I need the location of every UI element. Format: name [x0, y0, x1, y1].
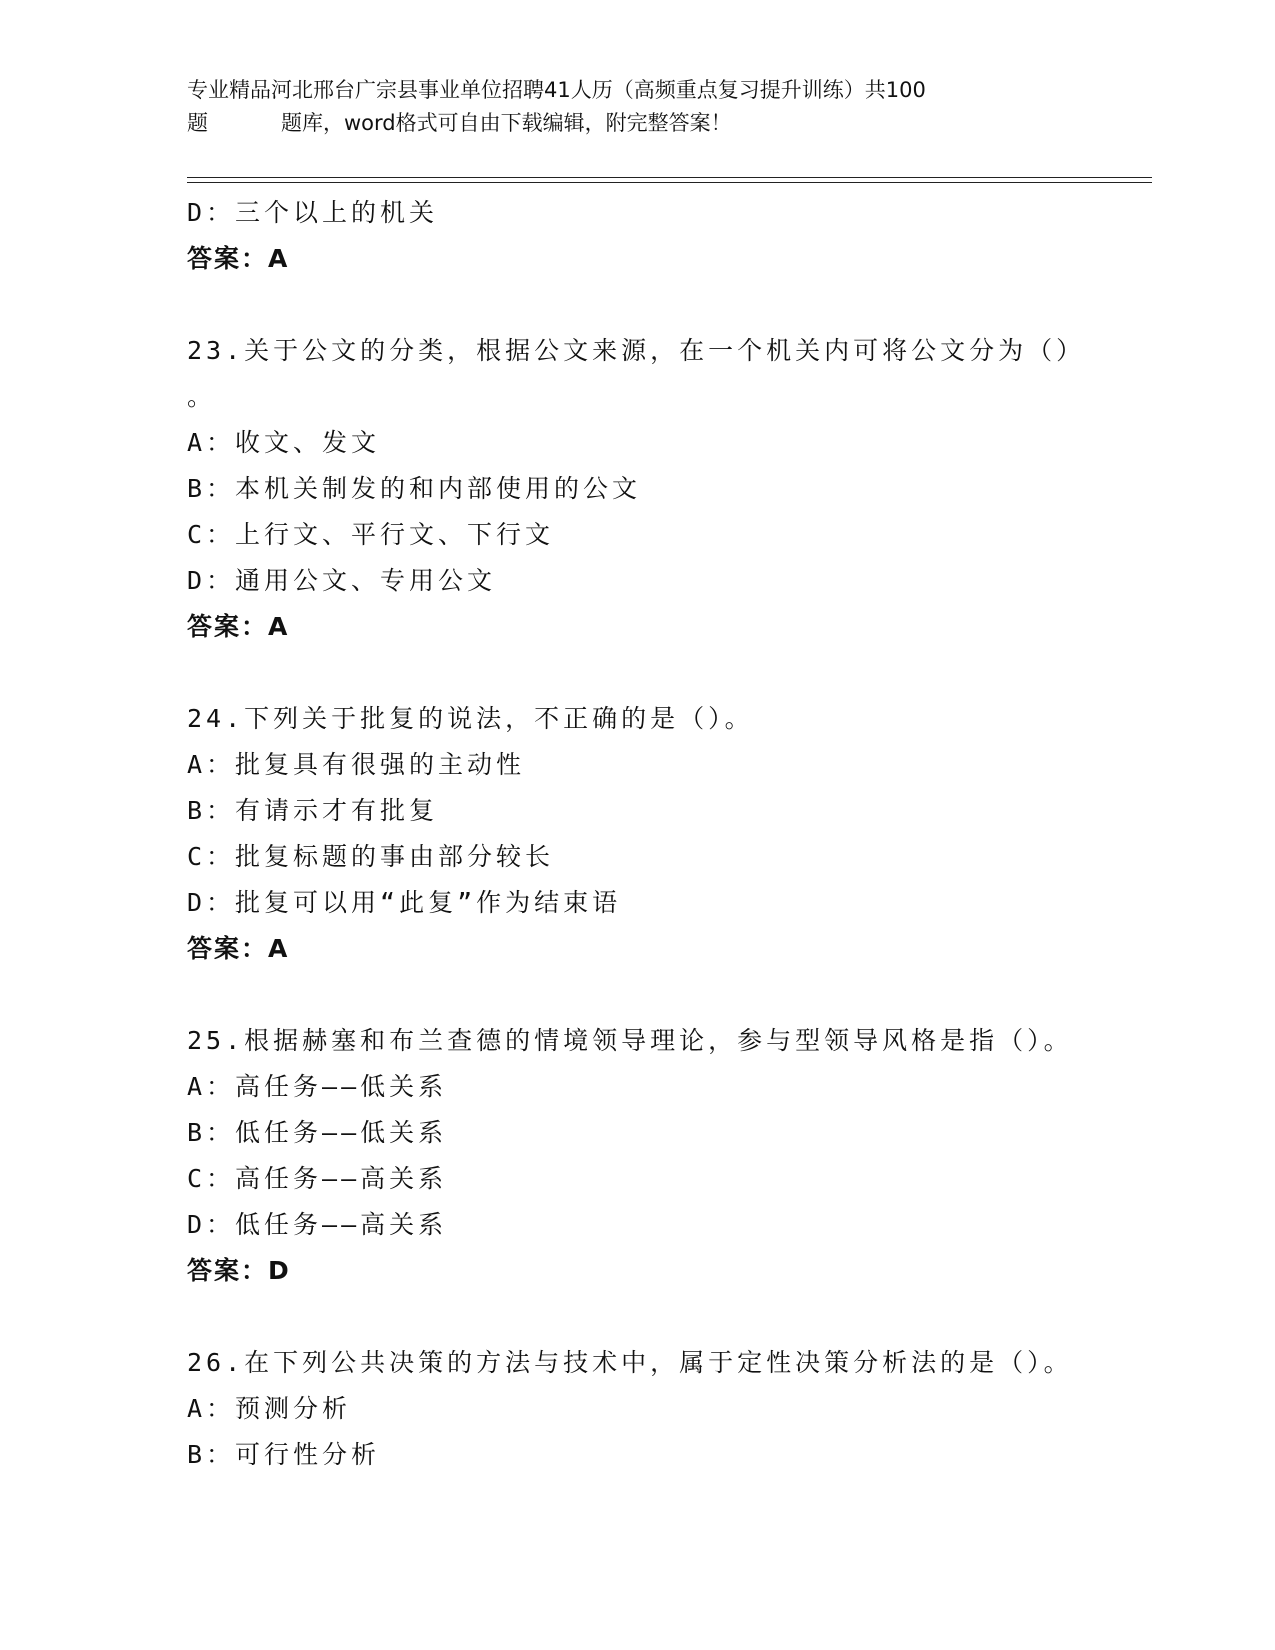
q25-option-a: A：高任务——低关系	[187, 1072, 448, 1101]
header-divider-bottom	[187, 182, 1152, 183]
q23-question-cont: 。	[187, 382, 217, 411]
q24-answer: 答案：A	[187, 934, 290, 963]
page-header	[187, 74, 1087, 140]
q26-option-a: A：预测分析	[187, 1394, 352, 1423]
q24-option-c: C：批复标题的事由部分较长	[187, 842, 555, 871]
q25-option-b: B：低任务——低关系	[187, 1118, 448, 1147]
q23-question: 23.关于公文的分类，根据公文来源，在一个机关内可将公文分为（）	[187, 336, 1086, 365]
q24-option-b: B：有请示才有批复	[187, 796, 439, 825]
prev-option-d: D：三个以上的机关	[187, 198, 439, 227]
q23-option-d: D：通用公文、专用公文	[187, 566, 497, 595]
q25-option-d: D：低任务——高关系	[187, 1210, 448, 1239]
q23-option-b: B：本机关制发的和内部使用的公文	[187, 474, 642, 503]
q26-question: 26.在下列公共决策的方法与技术中，属于定性决策分析法的是（）。	[187, 1348, 1073, 1377]
q25-option-c: C：高任务——高关系	[187, 1164, 448, 1193]
q24-question: 24.下列关于批复的说法，不正确的是（）。	[187, 704, 754, 733]
question-list	[187, 190, 1147, 1478]
header-title-line2	[187, 107, 1087, 140]
header-title-line1: 专业精品河北邢台广宗县事业单位招聘41人历（高频重点复习提升训练）共100	[187, 78, 926, 102]
q26-option-b: B：可行性分析	[187, 1440, 381, 1469]
header-title-line2-start: 题	[187, 111, 208, 135]
q23-answer: 答案：A	[187, 612, 290, 641]
q24-option-d: D：批复可以用“此复”作为结束语	[187, 888, 622, 917]
header-title-line2-end: 题库，word格式可自由下载编辑，附完整答案！	[281, 111, 732, 135]
prev-answer: 答案：A	[187, 244, 290, 273]
q24-option-a: A：批复具有很强的主动性	[187, 750, 526, 779]
q25-question: 25.根据赫塞和布兰查德的情境领导理论，参与型领导风格是指（）。	[187, 1026, 1073, 1055]
q25-answer: 答案：D	[187, 1256, 291, 1285]
q23-option-c: C：上行文、平行文、下行文	[187, 520, 555, 549]
header-divider-top	[187, 177, 1152, 178]
q23-option-a: A：收文、发文	[187, 428, 381, 457]
